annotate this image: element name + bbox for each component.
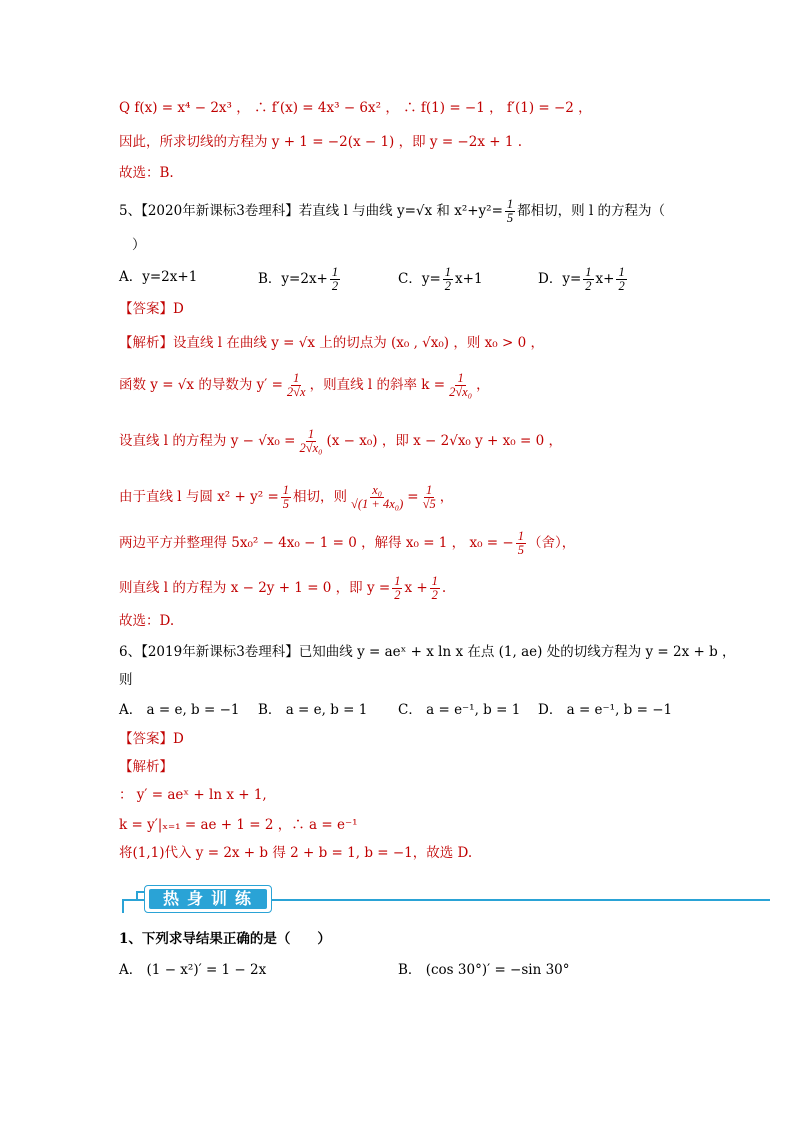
- q5-answer: 【答案】D: [119, 301, 184, 317]
- w1-stem: 1、下列求导结果正确的是（ ）: [119, 931, 331, 947]
- q5-a6-pre: 则直线 l 的方程为 x − 2y + 1 = 0 ，即 y =: [119, 580, 391, 596]
- q6-stem-2: 则: [119, 672, 133, 688]
- q6-option-d: D． a = e⁻¹, b = −1: [538, 702, 673, 718]
- q5-option-c-post: x+1: [455, 271, 483, 287]
- banner-box: [144, 885, 272, 913]
- frac-den: √5: [422, 497, 436, 511]
- q5-option-d-frac-2: [616, 266, 626, 293]
- q5-analysis-2: [119, 372, 490, 399]
- frac-num: 1: [444, 265, 452, 279]
- q6-answer: 【答案】D: [119, 731, 184, 747]
- q5-option-b-frac: [330, 266, 340, 293]
- frac-den: 5: [506, 211, 514, 225]
- frac-den: 2: [431, 588, 438, 602]
- q5-option-c-frac: [443, 266, 453, 293]
- frac-num: 1: [394, 574, 401, 588]
- q5-a2-mid: ，则直线 l 的斜率 k =: [309, 377, 446, 393]
- q5-a5-text: 两边平方并整理得 5x₀² − 4x₀ − 1 = 0 ，解得 x₀ = 1 ， x₀ = −: [119, 535, 514, 551]
- q5-analysis-3: [119, 428, 562, 455]
- q5-option-d: [538, 266, 629, 293]
- q5-a2-pre: 函数 y = √x 的导数为 y′ =: [119, 377, 283, 393]
- q5-a2-end: ，: [476, 377, 490, 393]
- frac-den: 5: [517, 543, 524, 557]
- w1-option-b: B． (cos 30°)′ = −sin 30°: [398, 962, 570, 978]
- frac-num: 1: [457, 371, 464, 385]
- q5-option-c-text: C．y=: [398, 271, 441, 287]
- q5-a3-mid: (x − x₀) ，即 x − 2√x₀ y + x₀ = 0 ，: [326, 433, 562, 449]
- q5-choice: 故选：D.: [119, 613, 175, 629]
- q5-analysis-label: 【解析】: [119, 335, 173, 351]
- frac-num: 1: [426, 483, 433, 497]
- frac-num: 1: [282, 483, 290, 497]
- intro-line-1: Q f(x) = x⁴ − 2x³ ， ∴ f′(x) = 4x³ − 6x² ， ∴ f(1) = −1 ， f′(1) = −2 ，: [119, 100, 592, 116]
- frac-den: 2: [444, 279, 452, 293]
- section-title: 热身训练: [149, 889, 267, 909]
- q5-stem-close: ）: [132, 237, 146, 253]
- q5-option-d-mid: x+: [595, 271, 615, 287]
- frac-den: 5: [282, 497, 290, 511]
- frac-den: 2: [618, 279, 625, 293]
- q5-a4-frac-2: [349, 484, 405, 511]
- frac-num: x₀: [372, 483, 383, 497]
- q5-a6-end: .: [441, 580, 447, 596]
- q6-step-2: k = y′|ₓ₌₁ = ae + 1 = 2 ，∴ a = e⁻¹: [119, 817, 358, 833]
- frac-num: 1: [517, 529, 524, 543]
- frac-den: 2: [331, 279, 339, 293]
- q5-option-b-text: B．y=2x+: [258, 271, 328, 287]
- frac-num: 1: [307, 427, 315, 441]
- banner-tick: [122, 899, 124, 913]
- q5-a3-frac: [297, 428, 324, 455]
- q5-option-d-frac-1: [583, 266, 593, 293]
- q5-a6-mid: x +: [404, 580, 428, 596]
- q5-analysis-6: [119, 575, 446, 602]
- q5-a6-frac-2: [430, 575, 440, 602]
- q5-option-d-text: D．y=: [538, 271, 582, 287]
- frac-num: 1: [431, 574, 438, 588]
- q5-a4-end: ，: [439, 489, 454, 505]
- q5-a4-frac-3: [421, 484, 438, 511]
- w1-option-a: A． (1 − x²)′ = 1 − 2x: [119, 962, 267, 978]
- frac-num: 1: [293, 371, 300, 385]
- q5-stem-frac: [505, 198, 515, 225]
- q5-a2-frac-2: [447, 372, 474, 399]
- q6-option-b: B． a = e, b = 1: [258, 702, 368, 718]
- frac-den: 2: [585, 279, 592, 293]
- q5-analysis-5: [119, 530, 575, 557]
- q5-a4-frac-1: [281, 484, 291, 511]
- q5-a3-pre: 设直线 l 的方程为 y − √x₀ =: [119, 433, 296, 449]
- frac-den: 2√x₀: [449, 385, 473, 399]
- frac-num: 1: [506, 197, 514, 211]
- frac-num: 1: [585, 265, 592, 279]
- section-banner: [122, 885, 770, 915]
- q6-option-c: C． a = e⁻¹, b = 1: [398, 702, 521, 718]
- frac-num: 1: [618, 265, 625, 279]
- intro-line-2: 因此，所求切线的方程为 y + 1 = −2(x − 1) ，即 y = −2x + 1 .: [119, 134, 523, 150]
- frac-den: 2√x: [286, 385, 306, 399]
- q6-stem: 6、【2019年新课标3卷理科】已知曲线 y = aeˣ + x ln x 在点 (1, ae) 处的切线方程为 y = 2x + b ，: [119, 644, 736, 660]
- q5-analysis-4: [119, 484, 453, 511]
- q6-option-a: A． a = e, b = −1: [119, 702, 240, 718]
- q5-a6-frac-1: [392, 575, 402, 602]
- frac-den: √(1 + 4x₀): [351, 497, 404, 511]
- intro-choice: 故选：B.: [119, 165, 174, 181]
- q5-stem-a: 5、【2020年新课标3卷理科】若直线 l 与曲线 y=√x 和 x²+y²=: [119, 203, 503, 219]
- q5-stem: [119, 198, 665, 225]
- q6-step-3: 将(1,1)代入 y = 2x + b 得 2 + b = 1, b = −1，故选 D.: [119, 845, 473, 861]
- q5-option-a: A．y=2x+1: [119, 269, 198, 285]
- q5-a2-frac-1: [285, 372, 308, 399]
- q5-a5-end: （舍），: [527, 535, 576, 551]
- q5-option-b: [258, 266, 342, 293]
- q6-analysis-label: 【解析】: [119, 759, 173, 775]
- q5-analysis-text-1: 设直线 l 在曲线 y = √x 上的切点为 (x₀ , √x₀) ，则 x₀ > 0 ，: [173, 335, 544, 351]
- q5-option-c: [398, 266, 483, 293]
- q5-a4-mid: 相切，则: [293, 489, 348, 505]
- q6-step-1: ： y′ = aeˣ + ln x + 1,: [119, 787, 267, 803]
- q5-a5-frac: [516, 530, 526, 557]
- frac-den: 2√x₀: [299, 441, 323, 455]
- q5-analysis-1: [119, 333, 544, 353]
- frac-den: 2: [394, 588, 401, 602]
- q5-a4-pre: 由于直线 l 与圆 x² + y² =: [119, 489, 279, 505]
- q5-stem-b: 都相切，则 l 的方程为（: [517, 203, 666, 219]
- frac-num: 1: [331, 265, 339, 279]
- q5-a4-eq: =: [407, 489, 419, 505]
